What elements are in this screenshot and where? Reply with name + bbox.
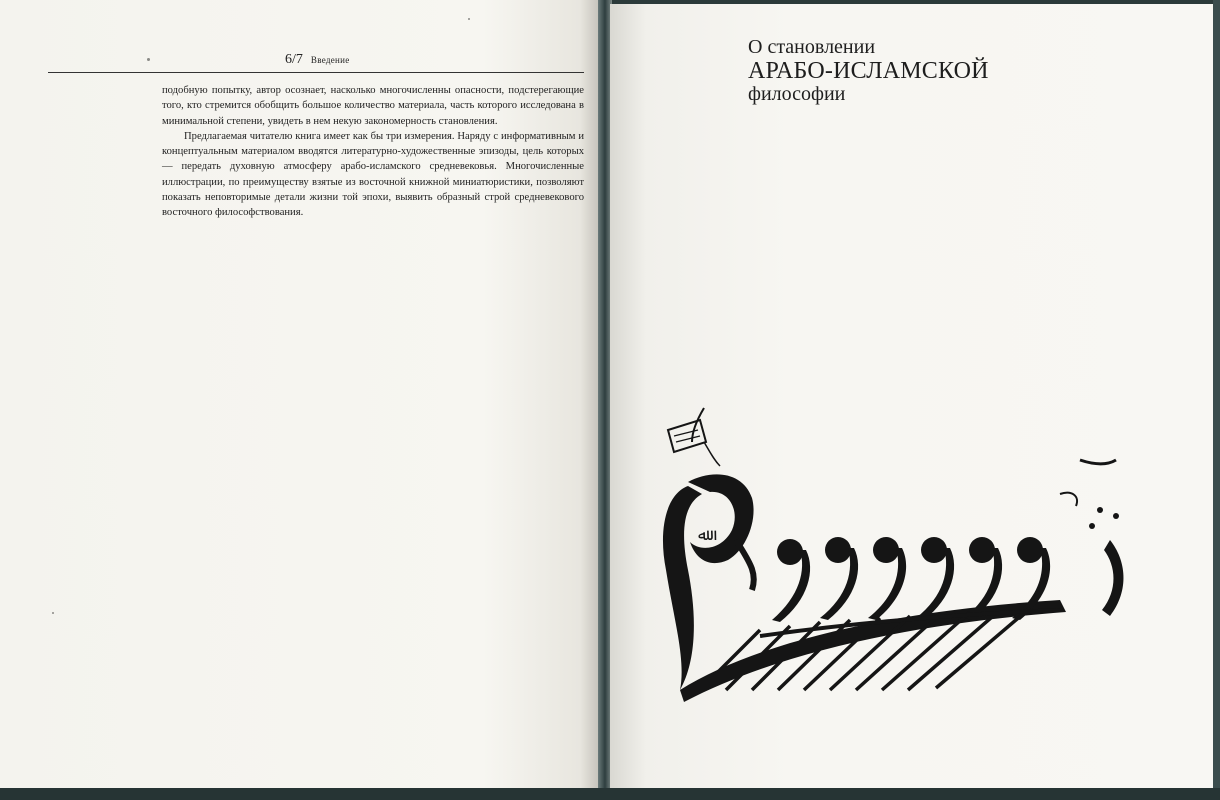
- left-page: [0, 0, 604, 790]
- section-title: Введение: [310, 55, 350, 65]
- book-edge: [1213, 0, 1220, 790]
- book-bottom-edge: [0, 788, 1220, 800]
- paper-speck: [468, 18, 470, 20]
- title-line-2: АРАБО-ИСЛАМСКОЙ: [748, 58, 989, 84]
- body-text: [162, 83, 584, 221]
- paper-speck: [52, 612, 54, 614]
- header-rule: [48, 72, 584, 73]
- page-number: 6/7: [285, 52, 303, 67]
- svg-text:ﷲ: ﷲ: [698, 525, 708, 544]
- paper-speck: [147, 58, 150, 61]
- running-head: [285, 52, 350, 68]
- calligraphy-ship-illustration: [640, 390, 1200, 770]
- title-line-1: О становлении: [748, 36, 876, 58]
- title-line-3: философии: [748, 83, 846, 105]
- paragraph-1: подобную попытку, автор осознает, насколько многочисленны опасности, подстерегающие того, кто стремится обобщить большое количество материала, часть которого исследована в минимальной степени, увидеть в нем некую закономерность становления.: [162, 85, 584, 127]
- chapter-title: [748, 37, 989, 104]
- paragraph-2: Предлагаемая читателю книга имеет как бы три измерения. Наряду с информативным и концептуальным материалом вводятся литературно-художественные эпизоды, цель которых — передать духовную атмосферу арабо-исламского средневековья. Многочисленные иллюстрации, по преимуществу взятые из восточной книжной миниатюристики, позволяют показать неповторимые детали жизни той эпохи, выявить образный строй средневекового восточного философствования.: [162, 130, 584, 219]
